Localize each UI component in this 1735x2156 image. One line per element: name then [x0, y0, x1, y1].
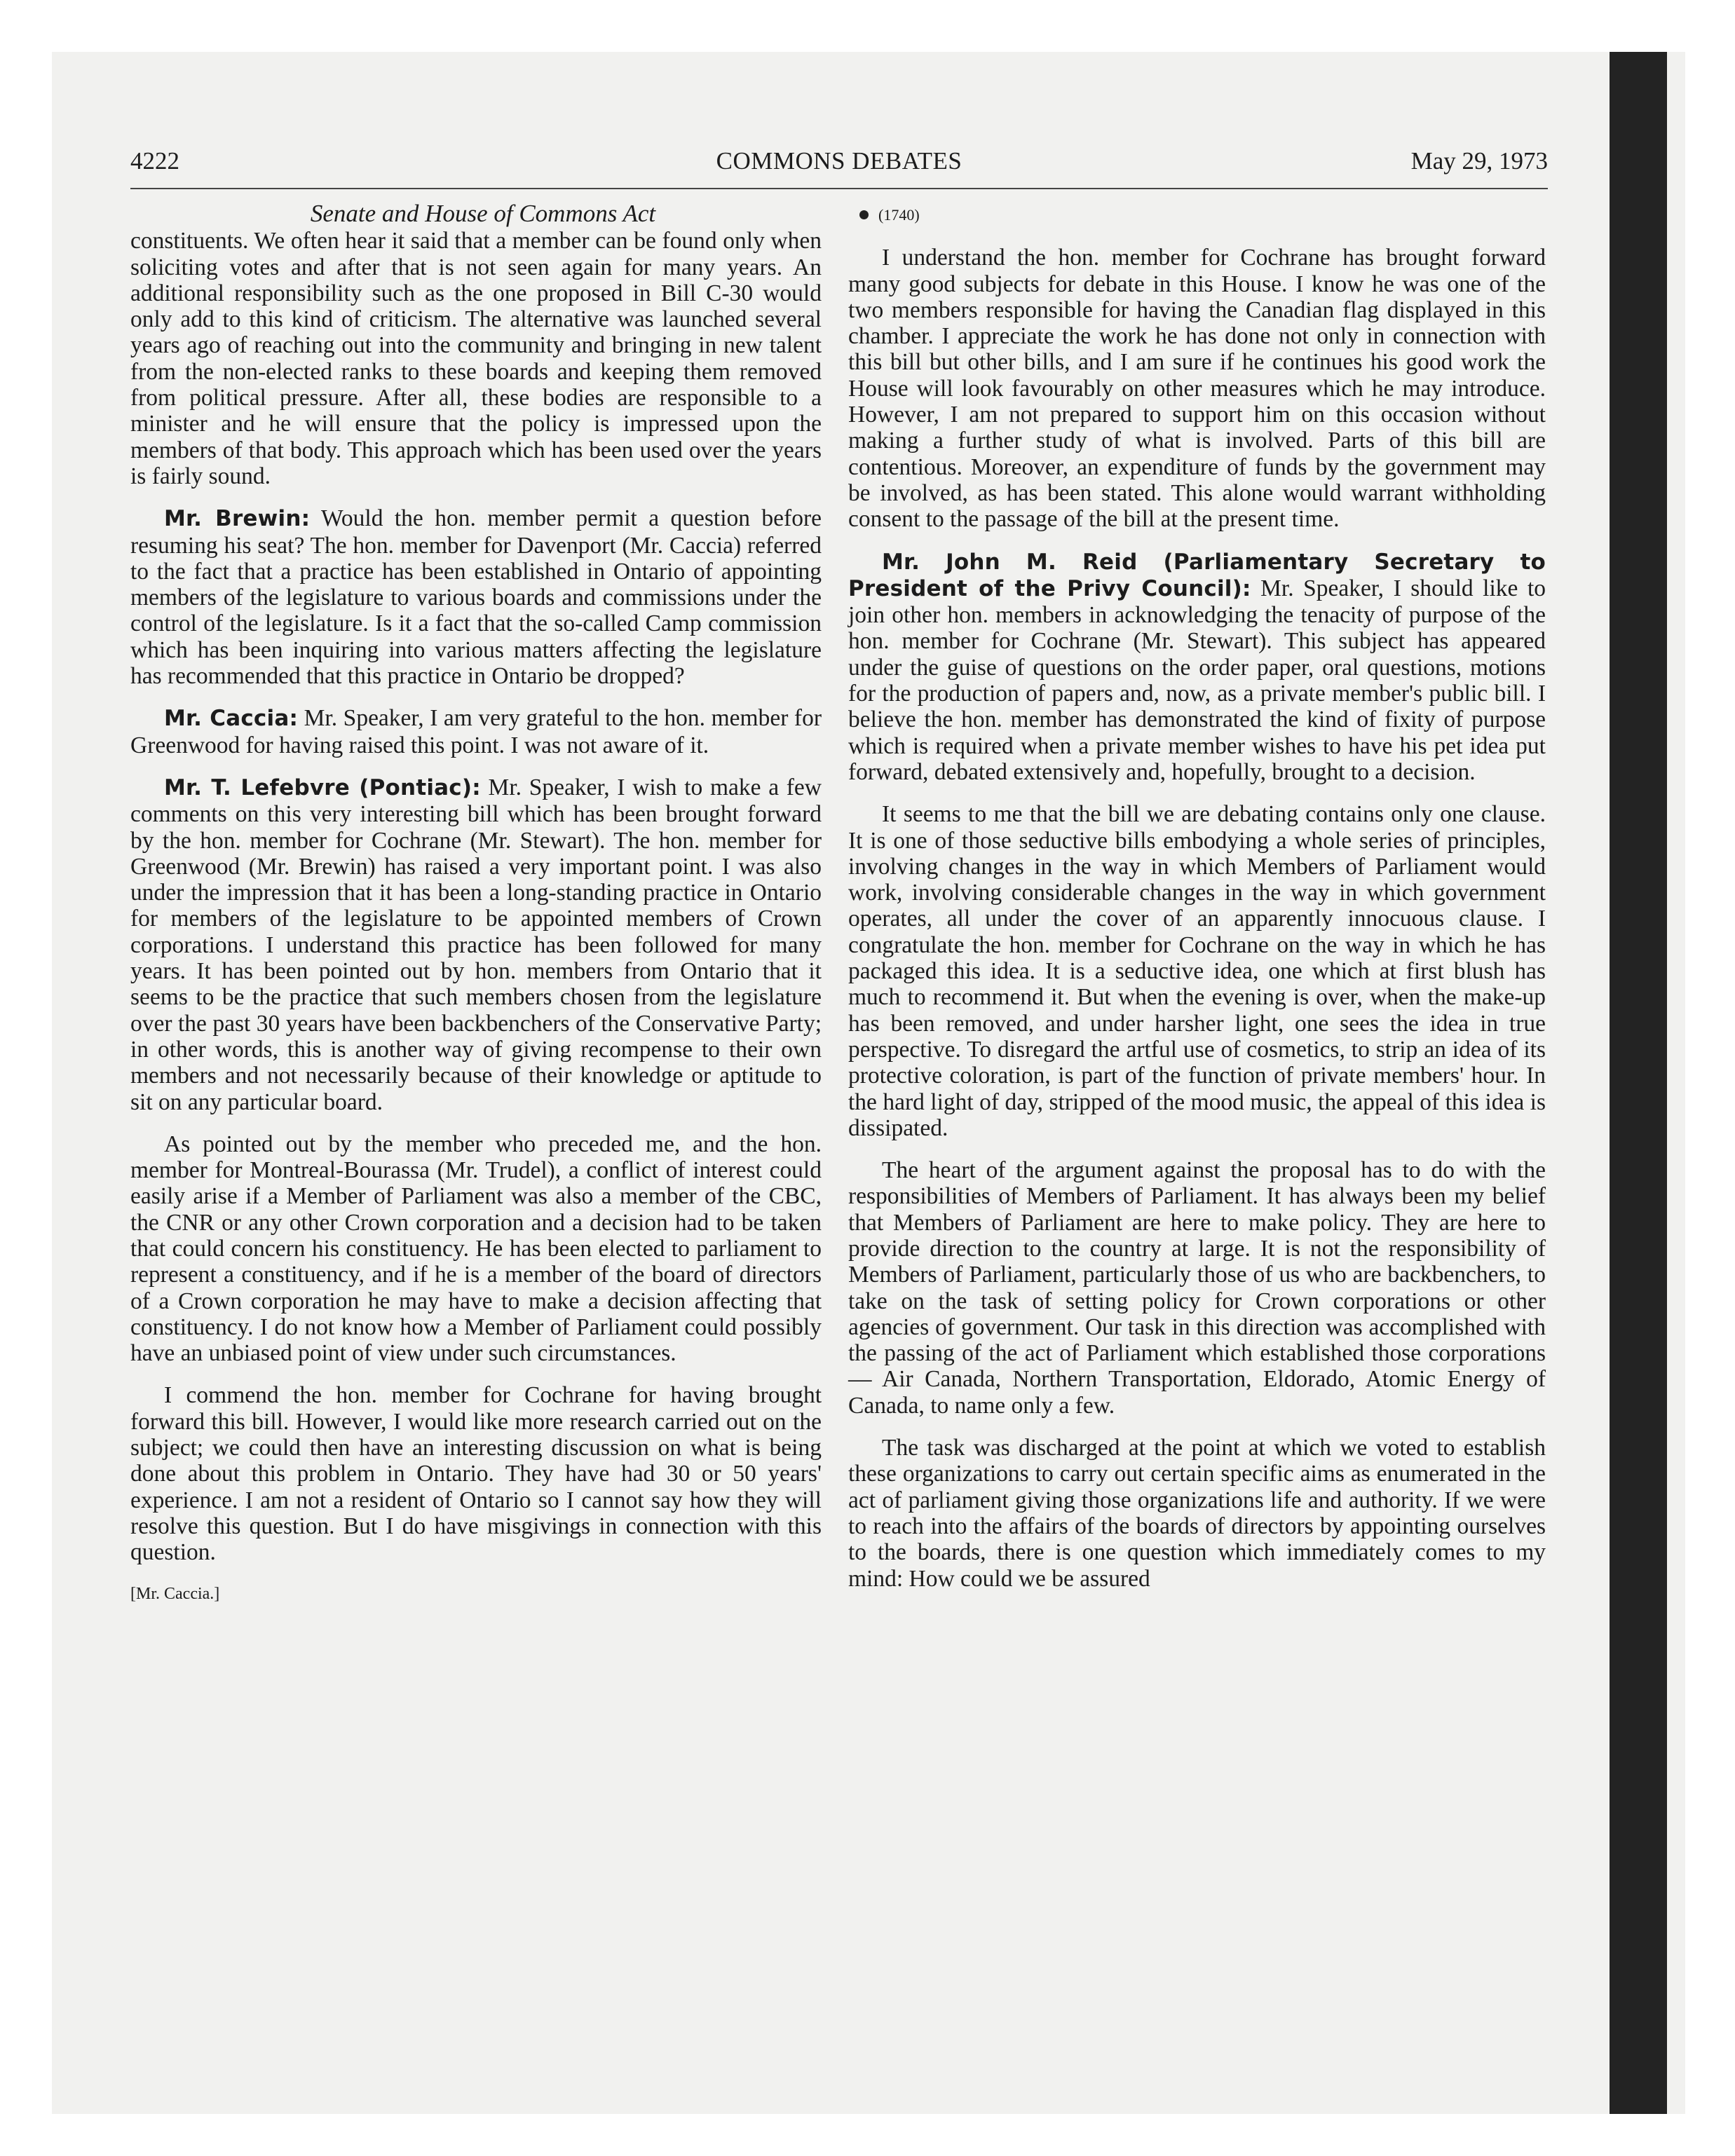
paragraph: The heart of the argument against the proposal has to do with the responsibilities of Members of Parliament. It has always been my belief that Members of Parliament are here to make policy. They are here to provide direction to the country at large. It is not the responsibility of Members of Parliament, particularly those of us who are backbenchers, to take on the task of setting policy for Crown corporations or other agencies of government. Our task in this direction was accomplished with the passing of the act of Parliament which established those corporations— Air Canada, Northern Transportation, Eldorado, Atomic Energy of Canada, to name only a few.	[848, 1157, 1546, 1419]
page-date: May 29, 1973	[1410, 147, 1548, 175]
time-marker	[859, 202, 1546, 228]
right-column	[848, 200, 1546, 1592]
page-number: 4222	[130, 147, 179, 175]
section-title: Senate and House of Commons Act	[310, 200, 656, 227]
bullet-icon	[859, 210, 869, 219]
left-column	[130, 200, 822, 1607]
paragraph: I commend the hon. member for Cochrane for having brought forward this bill. However, I would like more research carried out on the subject; we could then have an interesting discussion on what is being done about this problem in Ontario. They have had 30 or 50 years' experience. I am not a resident of Ontario so I cannot say how they will resolve this question. But I do have misgivings in connection with this question.	[130, 1382, 822, 1566]
speaker-name: Mr. Caccia:	[164, 706, 299, 732]
speaker-footer-tag: [Mr. Caccia.]	[130, 1584, 220, 1603]
speech-text: Mr. Speaker, I wish to make a few comments on this very interesting bill which has been brought forward by the hon. member for Cochrane (Mr. Stewart). The hon. member for Greenwood (Mr. Brewin) has raised a very important point. I was also under the impression that it has been a long-standing practice in Ontario for members of the legislature to be appointed members of Crown corporations. I understand this practice has been followed for many years. It has been pointed out by hon. members from Ontario that it seems to be the practice that such members chosen from the legislature over the past 30 years have been backbenchers of the Conservative Party; in other words, this is another way of giving recompense to their own members and not necessarily because of their knowledge or aptitude to sit on any particular board.	[130, 774, 822, 1115]
paragraph: As pointed out by the member who preceded me, and the hon. member for Montreal-Bourassa (Mr. Trudel), a conflict of interest could easily arise if a Member of Parliament was also a member of the CBC, the CNR or any other Crown corporation and a decision had to be taken that could concern his constituency. He has been elected to parliament to represent a constituency, and if he is a member of the board of directors of a Crown corporation he may have to make a decision affecting that constituency. I do not know how a Member of Parliament could possibly have an unbiased point of view under such circumstances.	[130, 1131, 822, 1367]
paragraph: It seems to me that the bill we are debating contains only one clause. It is one of those seductive bills embodying a whole series of principles, involving changes in the way in which Members of Parliament would work, involving considerable changes in the way in which government operates, all under the cover of an apparently innocuous clause. I congratulate the hon. member for Cochrane on the way in which he has packaged this idea. It is a seductive idea, one which at first blush has much to recommend it. But when the evening is over, when the make-up has been removed, and under harsher light, one sees the idea in true perspective. To disregard the artful use of cosmetics, to strip an idea of its protective coloration, is part of the function of private members' hour. In the hard light of day, stripped of the mood music, the appeal of this idea is dissipated.	[848, 801, 1546, 1141]
speech-lefebvre	[130, 775, 822, 1115]
speaker-name: Mr. John M. Reid (Parliamentary Secretary to President of the Privy Council):	[848, 549, 1546, 601]
binding-edge	[1610, 52, 1667, 2114]
speech-text: Mr. Speaker, I should like to join other hon. members in acknowledging the tenacity of purpose of the hon. member for Cochrane (Mr. Stewart). This subject has appeared under the guise of questions on the order paper, oral questions, motions for the production of papers and, now, as a private member's public bill. I believe the hon. member has demonstrated the kind of fixity of purpose which is required when a private member wishes to have his pet idea put forward, debated extensively and, hopefully, brought to a decision.	[848, 575, 1546, 785]
paragraph: I understand the hon. member for Cochrane has brought forward many good subjects for debate in this House. I know he was one of the two members responsible for having the Canadian flag displayed in this chamber. I appreciate the work he has done not only in connection with this bill but other bills, and I am sure if he continues his good work the House will look favourably on other measures which he may introduce. However, I am not prepared to support him on this occasion without making a further study of what is involved. Parts of this bill are contentious. Moreover, an expenditure of funds by the government may be involved, as has been stated. This alone would warrant withholding consent to the passage of the bill at the present time.	[848, 245, 1546, 533]
page-header	[130, 146, 1548, 189]
paragraph: constituents. We often hear it said that a member can be found only when soliciting votes and after that is not seen again for many years. An additional responsibility such as the one proposed in Bill C-30 would only add to this kind of criticism. The alternative was launched several years ago of reaching out into the community and bringing in new talent from the non-elected ranks to these boards and keeping them removed from political pressure. After all, these bodies are responsible to a minister and he will ensure that the policy is impressed upon the members of that body. This approach which has been used over the years is fairly sound.	[130, 228, 822, 489]
speech-text: Would the hon. member permit a question before resuming his seat? The hon. member for Davenport (Mr. Caccia) referred to the fact that a practice has been established in Ontario of appointing members of the legislature to various boards and commissions under the control of the legislature. Is it a fact that the so-called Camp commission which has been inquiring into various matters affecting the legislature has recommended that this practice in Ontario be dropped?	[130, 505, 822, 690]
speaker-name: Mr. T. Lefebvre (Pontiac):	[164, 775, 481, 800]
speech-reid	[848, 549, 1546, 786]
speaker-name: Mr. Brewin:	[164, 506, 311, 532]
speech-text: Mr. Speaker, I am very grateful to the hon. member for Greenwood for having raised this point. I was not aware of it.	[130, 705, 822, 758]
publication-title: COMMONS DEBATES	[716, 147, 962, 175]
speech-caccia	[130, 705, 822, 758]
time-stamp: (1740)	[878, 206, 920, 224]
paragraph: The task was discharged at the point at which we voted to establish these organizations to carry out certain specific aims as enumerated in the act of parliament giving those organizations life and authority. If we were to reach into the affairs of the boards of directors by appointing ourselves to the boards, there is one question which immediately comes to my mind: How could we be assured	[848, 1435, 1546, 1592]
speech-brewin	[130, 505, 822, 689]
